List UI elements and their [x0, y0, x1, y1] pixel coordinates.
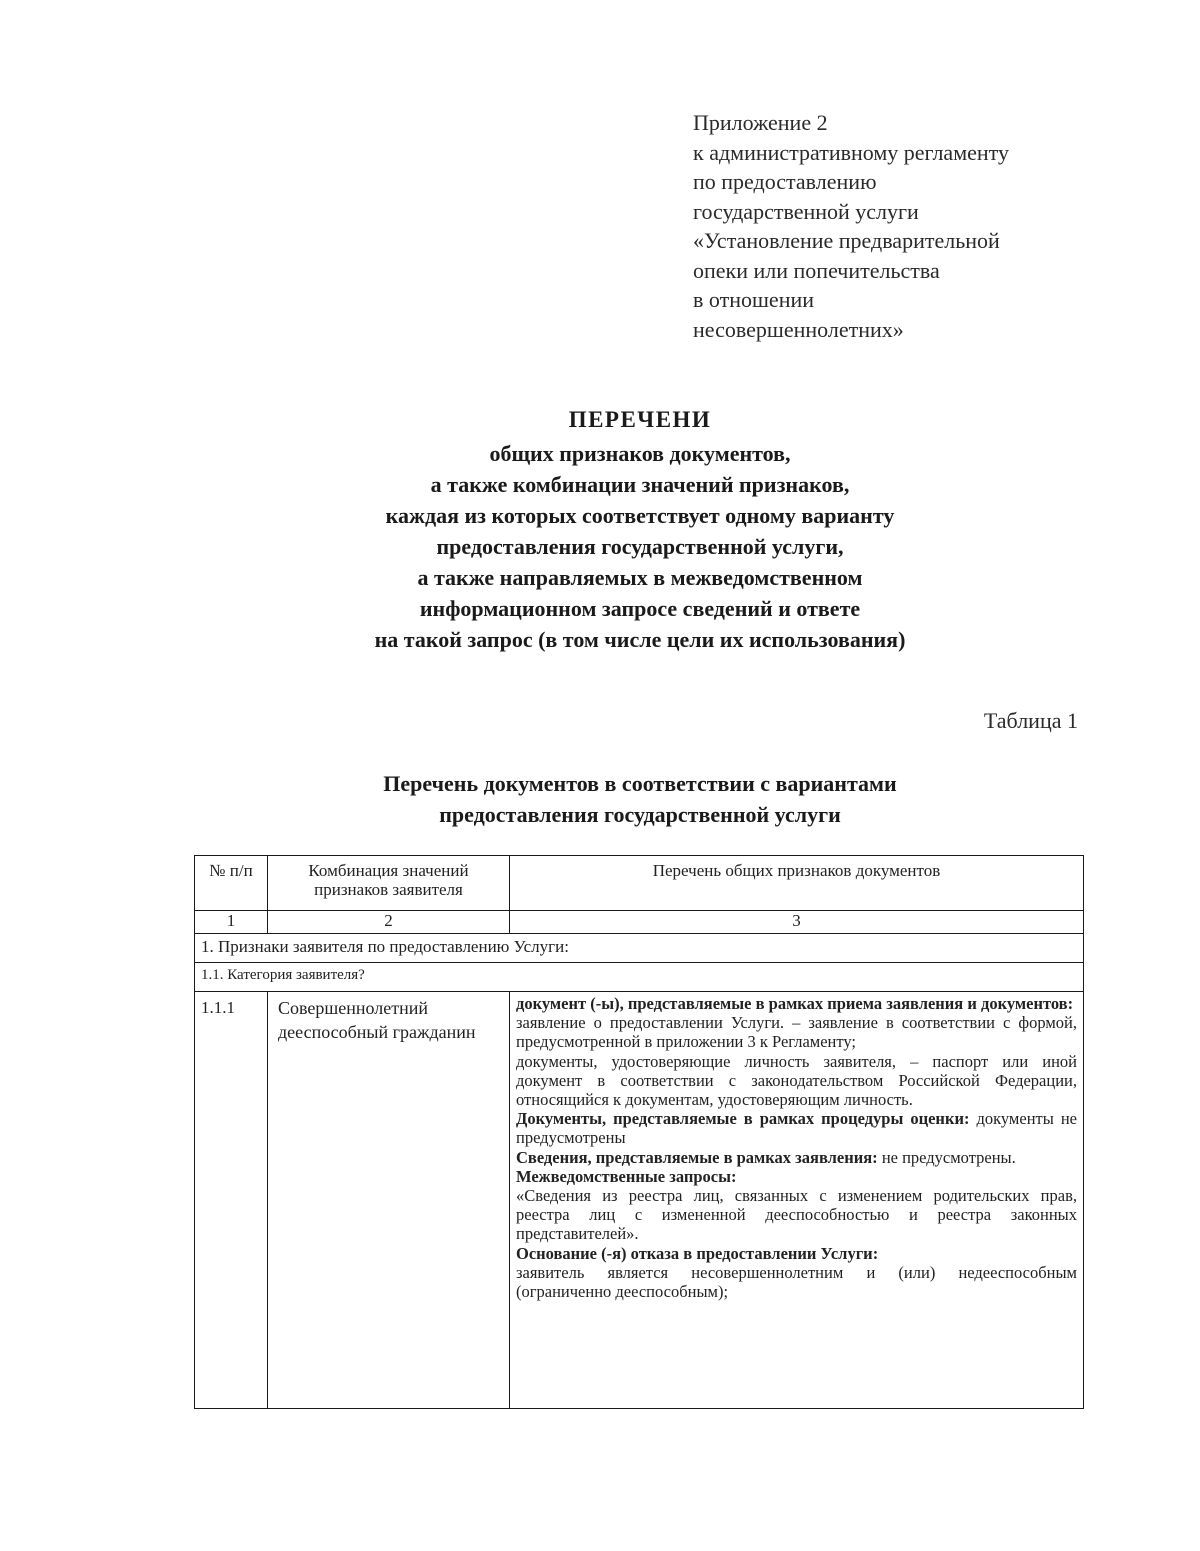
refusal-text: заявитель является несовершеннолетним и (или) недееспособным (ограниченно дееспособным);	[516, 1262, 1077, 1302]
column-number: 1	[195, 911, 268, 934]
section-title: 1. Признаки заявителя по предоставлению Услуги:	[195, 934, 1084, 963]
appendix-line: опеки или попечительства	[693, 257, 940, 283]
row-number: 1.1.1	[195, 992, 268, 1409]
appendix-line: несовершеннолетних»	[693, 316, 904, 342]
appendix-line: к административному регламенту	[693, 139, 1009, 165]
header-documents: Перечень общих признаков документов	[510, 856, 1084, 911]
subsection-title: 1.1. Категория заявителя?	[195, 963, 1084, 992]
heading-line: а также комбинации значений признаков,	[430, 472, 850, 497]
info-text: не предусмотрены.	[881, 1147, 1016, 1167]
heading-line: а также направляемых в межведомственном	[417, 565, 863, 590]
heading-line: информационном запросе сведений и ответе	[419, 596, 861, 621]
document-heading	[200, 404, 1080, 655]
doc-list-title: документ (-ы), представляемые в рамках приема заявления и документов:	[516, 994, 1074, 1013]
header-combination: Комбинация значений признаков заявителя	[268, 856, 510, 911]
heading-line: предоставления государственной услуги,	[436, 534, 844, 559]
requests-text: «Сведения из реестра лиц, связанных с изменением родительских прав, реестра лиц с измененной дееспособностью и реестра законных представителей».	[516, 1186, 1077, 1244]
appendix-line: государственной услуги	[693, 198, 919, 224]
table-heading-line: Перечень документов в соответствии с вариантами	[383, 771, 897, 796]
heading-line: общих признаков документов,	[489, 441, 791, 466]
doc-identity: документы, удостоверяющие личность заявителя, – паспорт или иной документ в соответствии с законодательством Российской Федерации, относящийся к документам, удостоверяющим личность.	[516, 1051, 1077, 1110]
info-title: Сведения, представляемые в рамках заявления:	[516, 1147, 878, 1167]
table-heading-line: предоставления государственной услуги	[439, 802, 841, 827]
column-number: 3	[510, 911, 1084, 934]
table-header-row	[195, 856, 1084, 911]
document-title: ПЕРЕЧЕНИ	[568, 407, 712, 432]
appendix-line: в отношении	[693, 287, 815, 312]
documents-table	[194, 855, 1084, 1409]
appendix-block	[693, 108, 1093, 344]
table-row	[195, 992, 1084, 1409]
column-number: 2	[268, 911, 510, 934]
column-number-row	[195, 911, 1084, 934]
header-number: № п/п	[195, 856, 268, 911]
table-heading	[200, 768, 1080, 830]
requests-title: Межведомственные запросы:	[516, 1166, 737, 1186]
section-row	[195, 934, 1084, 963]
appendix-line: «Установление предварительной	[693, 228, 1000, 253]
appendix-line: Приложение 2	[693, 110, 828, 135]
row-documents	[510, 992, 1084, 1409]
evaluation-text: документы не предусмотрены	[516, 1109, 1077, 1148]
table-label: Таблица 1	[983, 708, 1078, 733]
row-combination: Совершеннолетний дееспособный гражданин	[268, 992, 510, 1409]
subsection-row	[195, 963, 1084, 992]
heading-line: на такой запрос (в том числе цели их использования)	[374, 627, 906, 652]
doc-application: заявление о предоставлении Услуги. – заявление в соответствии с формой, предусмотренной в приложении 3 к Регламенту;	[516, 1013, 1077, 1052]
heading-line: каждая из которых соответствует одному варианту	[385, 503, 895, 528]
refusal-title: Основание (-я) отказа в предоставлении Услуги:	[516, 1243, 879, 1263]
evaluation-title: Документы, представляемые в рамках процедуры оценки:	[516, 1109, 970, 1129]
appendix-line: по предоставлению	[693, 169, 877, 194]
